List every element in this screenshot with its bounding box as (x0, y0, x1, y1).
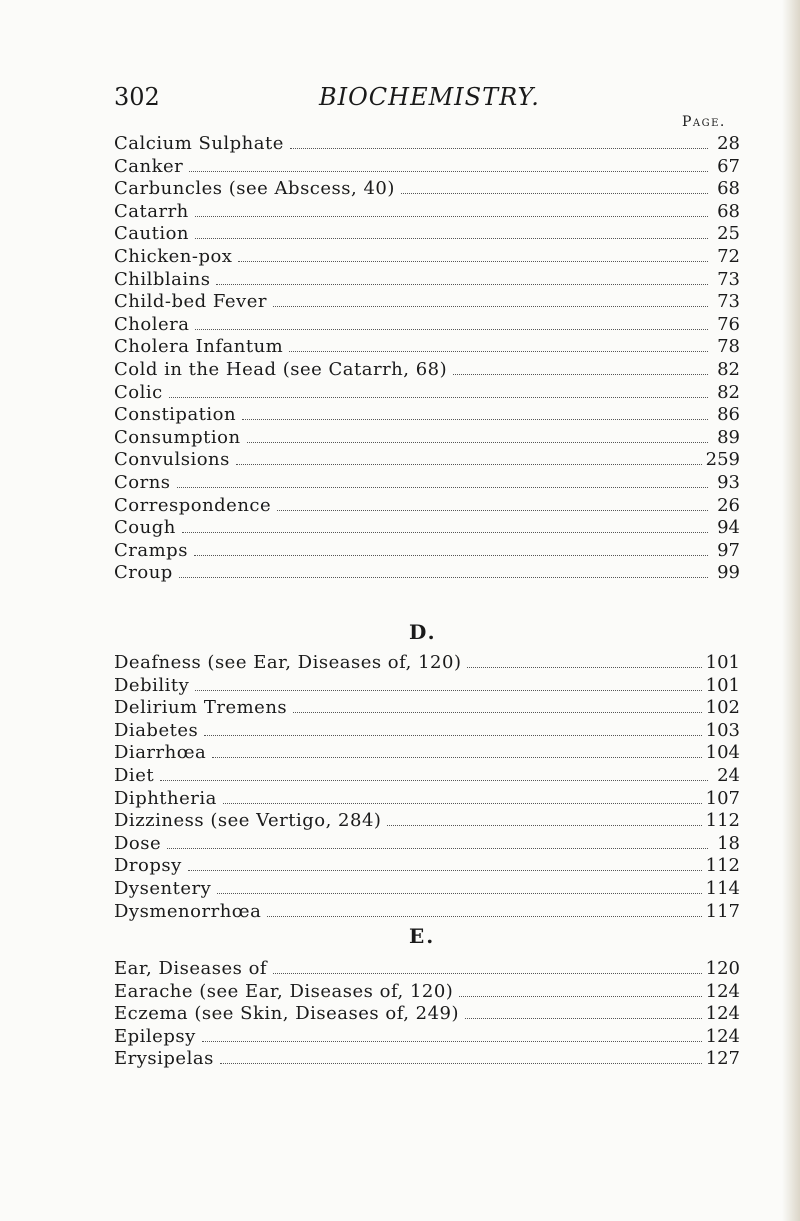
dot-leader (465, 1017, 702, 1019)
index-term: Diarrhœa (114, 742, 207, 764)
index-term: Diphtheria (114, 787, 217, 809)
index-term: Correspondence (114, 494, 272, 516)
index-term: Dysmenorrhœa (114, 900, 262, 922)
page-edge-shadow (782, 0, 800, 1221)
dot-leader (195, 237, 708, 239)
index-term: Convulsions (114, 449, 230, 471)
index-entry (114, 697, 740, 720)
dot-leader (177, 486, 708, 488)
index-term: Constipation (114, 404, 237, 426)
index-entry (114, 1026, 740, 1049)
index-page: 78 (717, 336, 740, 358)
index-page: 104 (705, 742, 740, 764)
index-page: 72 (717, 245, 740, 267)
page-header (114, 83, 740, 113)
index-term: Earache (see Ear, Diseases of, 120) (114, 980, 454, 1002)
index-page: 18 (717, 832, 740, 854)
section-heading-d: D. (409, 620, 437, 644)
index-entry (114, 223, 740, 246)
index-entry (114, 742, 740, 765)
index-term: Cough (114, 517, 176, 539)
index-term: Eczema (see Skin, Diseases of, 249) (114, 1003, 460, 1025)
dot-leader (189, 170, 708, 172)
index-entry (114, 291, 740, 314)
index-term: Erysipelas (114, 1048, 214, 1070)
dot-leader (195, 328, 708, 330)
dot-leader (202, 1040, 702, 1042)
index-page: 82 (717, 358, 740, 380)
index-page: 103 (705, 719, 740, 741)
index-page: 102 (705, 697, 740, 719)
dot-leader (217, 892, 701, 894)
dot-leader (401, 192, 708, 194)
index-term: Cold in the Head (see Catarrh, 68) (114, 358, 448, 380)
index-term: Catarrh (114, 200, 189, 222)
index-page: 101 (705, 674, 740, 696)
index-page: 24 (717, 764, 740, 786)
index-term: Chilblains (114, 268, 211, 290)
dot-leader (267, 915, 701, 917)
index-entry (114, 133, 740, 156)
index-page: 68 (717, 178, 740, 200)
index-entry (114, 540, 740, 563)
index-term: Corns (114, 471, 171, 493)
index-entry (114, 201, 740, 224)
index-term: Debility (114, 674, 190, 696)
index-entry (114, 449, 740, 472)
index-term: Diabetes (114, 719, 199, 741)
index-entry (114, 472, 740, 495)
dot-leader (242, 418, 708, 420)
dot-leader (179, 576, 708, 578)
dot-leader (204, 734, 701, 736)
index-term: Colic (114, 381, 163, 403)
index-page: 89 (717, 426, 740, 448)
index-term: Chicken-pox (114, 245, 233, 267)
index-term: Cramps (114, 539, 188, 561)
index-term: Diet (114, 764, 155, 786)
index-term: Dizziness (see Vertigo, 284) (114, 810, 382, 832)
index-page: 25 (717, 223, 740, 245)
index-entry (114, 1048, 740, 1071)
index-page: 73 (717, 268, 740, 290)
index-entry (114, 314, 740, 337)
index-page: 124 (705, 980, 740, 1002)
index-page: 112 (705, 855, 740, 877)
dot-leader (169, 396, 708, 398)
index-entry (114, 336, 740, 359)
index-term: Caution (114, 223, 190, 245)
index-term: Dose (114, 832, 162, 854)
index-page: 73 (717, 291, 740, 313)
dot-leader (277, 509, 708, 511)
index-page: 120 (705, 958, 740, 979)
index-page: 107 (705, 787, 740, 809)
index-entry (114, 156, 740, 179)
dot-leader (160, 779, 708, 781)
index-page: 114 (705, 877, 740, 899)
index-entry (114, 246, 740, 269)
index-page: 82 (717, 381, 740, 403)
index-entry (114, 359, 740, 382)
page-number: 302 (114, 83, 160, 111)
index-entry (114, 901, 740, 924)
index-term: Epilepsy (114, 1025, 196, 1047)
index-term: Deafness (see Ear, Diseases of, 120) (114, 652, 462, 673)
dot-leader (236, 463, 702, 465)
dot-leader (182, 531, 708, 533)
index-page: 28 (717, 133, 740, 154)
dot-leader (247, 441, 708, 443)
dot-leader (216, 283, 708, 285)
index-entry (114, 427, 740, 450)
index-term: Cholera (114, 313, 190, 335)
index-entry (114, 382, 740, 405)
dot-leader (195, 689, 701, 691)
index-term: Cholera Infantum (114, 336, 284, 358)
index-entry (114, 833, 740, 856)
index-page: 99 (717, 562, 740, 584)
index-section-d (114, 652, 740, 923)
index-section-e (114, 958, 740, 1071)
dot-leader (167, 847, 708, 849)
index-page: 76 (717, 313, 740, 335)
index-page: 124 (705, 1003, 740, 1025)
index-page: 68 (717, 200, 740, 222)
index-page: 26 (717, 494, 740, 516)
index-entry (114, 788, 740, 811)
index-page: 124 (705, 1025, 740, 1047)
index-page: 86 (717, 404, 740, 426)
index-page: 94 (717, 517, 740, 539)
index-page: 101 (705, 652, 740, 673)
index-entry (114, 878, 740, 901)
dot-leader (467, 666, 701, 668)
index-entry (114, 178, 740, 201)
dot-leader (238, 260, 708, 262)
dot-leader (188, 869, 702, 871)
index-page: 67 (717, 155, 740, 177)
index-page: 117 (705, 900, 740, 922)
index-page: 259 (705, 449, 740, 471)
index-section-c (114, 133, 740, 585)
index-term: Croup (114, 562, 173, 584)
index-page: 93 (717, 471, 740, 493)
running-title: BIOCHEMISTRY. (319, 83, 540, 111)
index-entry (114, 652, 740, 675)
dot-leader (194, 554, 708, 556)
index-term: Calcium Sulphate (114, 133, 284, 154)
index-term: Canker (114, 155, 184, 177)
dot-leader (195, 215, 708, 217)
index-entry (114, 1003, 740, 1026)
dot-leader (289, 350, 708, 352)
index-entry (114, 562, 740, 585)
index-term: Dropsy (114, 855, 182, 877)
dot-leader (387, 824, 701, 826)
index-entry (114, 675, 740, 698)
index-page: 97 (717, 539, 740, 561)
section-heading-e: E. (409, 924, 436, 948)
index-page: 112 (705, 810, 740, 832)
index-term: Child-bed Fever (114, 291, 267, 313)
dot-leader (293, 711, 701, 713)
index-entry (114, 269, 740, 292)
index-entry (114, 855, 740, 878)
dot-leader (212, 756, 701, 758)
dot-leader (273, 972, 702, 974)
dot-leader (453, 373, 708, 375)
dot-leader (273, 305, 708, 307)
index-entry (114, 958, 740, 981)
index-entry (114, 981, 740, 1004)
index-term: Carbuncles (see Abscess, 40) (114, 178, 395, 200)
index-term: Dysentery (114, 877, 212, 899)
index-page: 127 (705, 1048, 740, 1070)
index-term: Consumption (114, 426, 241, 448)
dot-leader (290, 147, 708, 149)
page-column-label: Page. (682, 114, 726, 130)
index-term: Ear, Diseases of (114, 958, 268, 979)
dot-leader (459, 995, 701, 997)
dot-leader (223, 802, 702, 804)
dot-leader (220, 1062, 702, 1064)
index-entry (114, 720, 740, 743)
index-entry (114, 517, 740, 540)
index-entry (114, 810, 740, 833)
index-entry (114, 404, 740, 427)
index-term: Delirium Tremens (114, 697, 288, 719)
index-entry (114, 495, 740, 518)
index-entry (114, 765, 740, 788)
